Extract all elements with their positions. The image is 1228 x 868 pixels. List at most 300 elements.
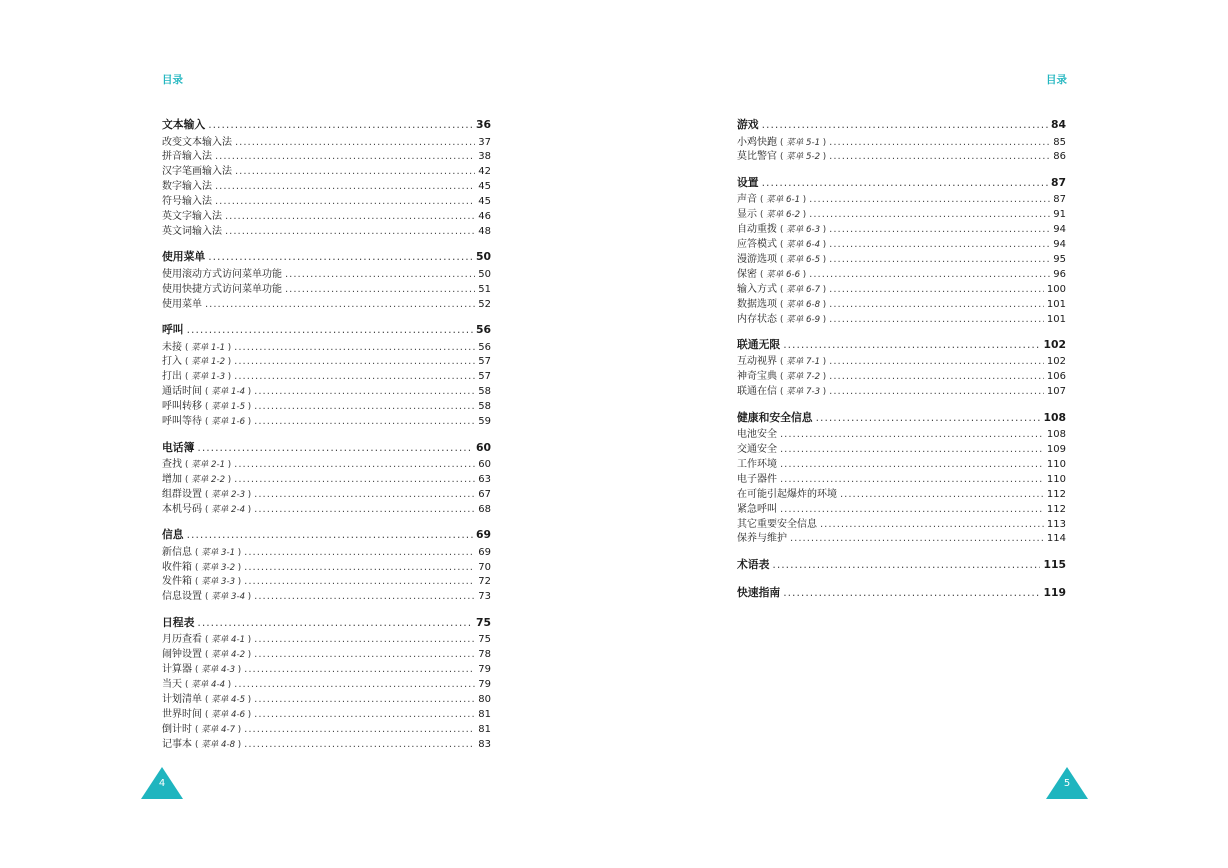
entry-page-number: 63	[478, 473, 491, 485]
toc-entry[interactable]	[162, 295, 491, 310]
entry-label: 莫比警官	[737, 151, 777, 163]
dot-leader	[215, 181, 475, 192]
entry-page-number: 87	[1053, 194, 1066, 206]
menu-ref: ( 菜单 5-2 )	[780, 150, 826, 162]
entry-label: 英文字输入法	[162, 210, 222, 222]
section-page-number: 108	[1043, 410, 1066, 424]
entry-page-number: 48	[478, 225, 491, 237]
dot-leader	[840, 489, 1044, 500]
entry-label: 通话时间	[162, 386, 202, 398]
toc-entry[interactable]	[737, 485, 1066, 500]
entry-page-number: 106	[1046, 371, 1066, 383]
menu-ref: ( 菜单 3-2 )	[195, 561, 241, 573]
entry-page-number: 51	[478, 283, 491, 295]
toc-entry[interactable]	[162, 338, 491, 353]
menu-ref: ( 菜单 4-6 )	[205, 708, 251, 720]
entry-label: 打入	[162, 356, 182, 368]
dot-leader	[225, 226, 475, 237]
dot-leader	[234, 459, 475, 470]
page-header: 目录	[162, 74, 183, 86]
dot-leader	[234, 474, 475, 485]
entry-label: 收件箱	[162, 561, 192, 573]
toc-entry[interactable]	[162, 720, 491, 735]
toc-entry[interactable]	[737, 250, 1066, 265]
menu-ref: ( 菜单 2-4 )	[205, 503, 251, 515]
entry-label: 交通安全	[737, 444, 777, 456]
entry-page-number: 58	[478, 401, 491, 413]
toc-entry[interactable]	[162, 222, 491, 237]
dot-leader	[225, 211, 475, 222]
toc-entry[interactable]	[162, 558, 491, 573]
entry-label: 在可能引起爆炸的环境	[737, 488, 837, 500]
menu-ref: ( 菜单 4-7 )	[195, 723, 241, 735]
entry-page-number: 75	[478, 634, 491, 646]
toc-section-title[interactable]	[737, 585, 1066, 601]
entry-label: 紧急呼叫	[737, 503, 777, 515]
dot-leader	[254, 489, 475, 500]
entry-page-number: 112	[1046, 488, 1066, 500]
dot-leader	[234, 679, 475, 690]
dot-leader	[197, 616, 473, 629]
entry-page-number: 60	[478, 459, 491, 471]
toc-section	[737, 175, 1066, 325]
toc-entry[interactable]	[162, 382, 491, 397]
entry-label: 使用快捷方式访问菜单功能	[162, 283, 282, 295]
toc-entry[interactable]	[737, 352, 1066, 367]
toc-section	[162, 249, 491, 309]
toc-entry[interactable]	[162, 470, 491, 485]
section-title-label: 快速指南	[737, 586, 781, 600]
entry-label: 拼音输入法	[162, 151, 212, 163]
entry-page-number: 38	[478, 151, 491, 163]
toc-list	[162, 117, 491, 762]
entry-page-number: 56	[478, 341, 491, 353]
dot-leader	[208, 250, 473, 263]
toc-entry[interactable]	[162, 572, 491, 587]
section-title-label: 术语表	[737, 557, 770, 571]
dot-leader	[254, 649, 475, 660]
menu-ref: ( 菜单 4-4 )	[185, 678, 231, 690]
menu-ref: ( 菜单 1-6 )	[205, 415, 251, 427]
dot-leader	[234, 342, 475, 353]
entry-page-number: 101	[1046, 298, 1066, 310]
dot-leader	[783, 338, 1040, 351]
dot-leader	[780, 474, 1044, 485]
entry-label: 查找	[162, 459, 182, 471]
entry-label: 显示	[737, 209, 757, 221]
entry-page-number: 113	[1046, 518, 1066, 530]
dot-leader	[234, 371, 475, 382]
toc-entry[interactable]	[162, 280, 491, 295]
toc-entry[interactable]	[162, 397, 491, 412]
menu-ref: ( 菜单 1-3 )	[185, 370, 231, 382]
toc-entry[interactable]	[737, 500, 1066, 515]
dot-leader	[783, 586, 1040, 599]
menu-ref: ( 菜单 6-6 )	[760, 268, 806, 280]
toc-section	[737, 117, 1066, 162]
dot-leader	[254, 694, 475, 705]
toc-entry[interactable]	[162, 207, 491, 222]
menu-ref: ( 菜单 2-1 )	[185, 458, 231, 470]
entry-page-number: 80	[478, 693, 491, 705]
dot-leader	[780, 459, 1044, 470]
toc-entry[interactable]	[162, 367, 491, 382]
entry-page-number: 79	[478, 679, 491, 691]
entry-page-number: 110	[1046, 459, 1066, 471]
menu-ref: ( 菜单 3-4 )	[205, 590, 251, 602]
dot-leader	[187, 528, 473, 541]
page-number-marker	[1046, 767, 1088, 799]
entry-label: 信息设置	[162, 591, 202, 603]
section-title-label: 呼叫	[162, 323, 184, 337]
toc-entry[interactable]	[162, 162, 491, 177]
dot-leader	[829, 137, 1050, 148]
entry-page-number: 86	[1053, 151, 1066, 163]
entry-page-number: 108	[1046, 429, 1066, 441]
entry-label: 使用滚动方式访问菜单功能	[162, 268, 282, 280]
toc-section	[162, 615, 491, 750]
toc-section	[162, 527, 491, 602]
entry-label: 新信息	[162, 546, 192, 558]
toc-section-title[interactable]	[162, 440, 491, 456]
section-page-number: 84	[1050, 118, 1066, 131]
dot-leader	[780, 444, 1044, 455]
entry-label: 数据选项	[737, 298, 777, 310]
dot-leader	[244, 664, 475, 675]
dot-leader	[285, 284, 475, 295]
toc-section-title[interactable]	[737, 410, 1066, 426]
toc-entry[interactable]	[737, 515, 1066, 530]
entry-label: 电子器件	[737, 473, 777, 485]
entry-label: 联通在信	[737, 386, 777, 398]
toc-entry[interactable]	[162, 177, 491, 192]
menu-ref: ( 菜单 3-3 )	[195, 575, 241, 587]
toc-list	[737, 117, 1066, 613]
dot-leader	[244, 724, 475, 735]
toc-entry[interactable]	[737, 529, 1066, 544]
toc-entry[interactable]	[162, 455, 491, 470]
dot-leader	[829, 239, 1050, 250]
dot-leader	[772, 558, 1040, 571]
dot-leader	[215, 196, 475, 207]
entry-page-number: 46	[478, 210, 491, 222]
entry-page-number: 58	[478, 386, 491, 398]
section-title-label: 联通无限	[737, 337, 781, 351]
entry-label: 数字输入法	[162, 181, 212, 193]
entry-label: 输入方式	[737, 283, 777, 295]
dot-leader	[762, 176, 1048, 189]
dot-leader	[254, 504, 475, 515]
section-page-number: 87	[1050, 175, 1066, 189]
section-page-number: 115	[1043, 557, 1066, 571]
toc-entry[interactable]	[162, 147, 491, 162]
entry-label: 保密	[737, 268, 757, 280]
dot-leader	[205, 299, 475, 310]
section-title-label: 游戏	[737, 118, 759, 131]
toc-entry[interactable]	[737, 425, 1066, 440]
right-page	[614, 0, 1228, 868]
toc-section	[737, 585, 1066, 601]
entry-label: 保养与维护	[737, 533, 787, 545]
toc-entry[interactable]	[162, 485, 491, 500]
entry-page-number: 112	[1046, 503, 1066, 515]
entry-page-number: 52	[478, 298, 491, 310]
dot-leader	[197, 441, 473, 454]
dot-leader	[208, 118, 473, 131]
section-title-label: 电话簿	[162, 440, 195, 454]
toc-entry[interactable]	[162, 352, 491, 367]
entry-page-number: 91	[1053, 209, 1066, 221]
entry-label: 神奇宝典	[737, 371, 777, 383]
entry-label: 呼叫等待	[162, 416, 202, 428]
menu-ref: ( 菜单 1-4 )	[205, 385, 251, 397]
toc-section-title[interactable]	[162, 615, 491, 631]
dot-leader	[829, 371, 1044, 382]
section-page-number: 102	[1043, 337, 1066, 351]
dot-leader	[234, 356, 475, 367]
toc-entry[interactable]	[737, 310, 1066, 325]
menu-ref: ( 菜单 6-4 )	[780, 238, 826, 250]
menu-ref: ( 菜单 6-9 )	[780, 313, 826, 325]
entry-page-number: 114	[1046, 533, 1066, 545]
entry-page-number: 96	[1053, 268, 1066, 280]
toc-entry[interactable]	[737, 220, 1066, 235]
page-header: 目录	[1046, 74, 1067, 86]
toc-entry[interactable]	[162, 675, 491, 690]
toc-entry[interactable]	[162, 630, 491, 645]
dot-leader	[829, 284, 1044, 295]
toc-section-title[interactable]	[162, 249, 491, 265]
toc-section	[162, 117, 491, 237]
section-title-label: 使用菜单	[162, 250, 206, 264]
toc-entry[interactable]	[162, 265, 491, 280]
entry-page-number: 67	[478, 488, 491, 500]
entry-label: 计划清单	[162, 693, 202, 705]
dot-leader	[829, 254, 1050, 265]
section-page-number: 50	[475, 250, 491, 264]
entry-label: 内存状态	[737, 313, 777, 325]
menu-ref: ( 菜单 3-1 )	[195, 546, 241, 558]
dot-leader	[829, 299, 1044, 310]
entry-page-number: 42	[478, 166, 491, 178]
toc-section	[737, 557, 1066, 573]
toc-entry[interactable]	[162, 192, 491, 207]
dot-leader	[244, 562, 475, 573]
toc-section-title[interactable]	[737, 117, 1066, 133]
dot-leader	[254, 591, 475, 602]
menu-ref: ( 菜单 6-8 )	[780, 298, 826, 310]
entry-page-number: 72	[478, 576, 491, 588]
entry-label: 倒计时	[162, 723, 192, 735]
dot-leader	[829, 356, 1044, 367]
entry-page-number: 94	[1053, 224, 1066, 236]
menu-ref: ( 菜单 7-3 )	[780, 385, 826, 397]
entry-label: 发件箱	[162, 576, 192, 588]
toc-entry[interactable]	[162, 705, 491, 720]
menu-ref: ( 菜单 1-5 )	[205, 400, 251, 412]
section-page-number: 75	[475, 615, 491, 629]
toc-entry[interactable]	[162, 412, 491, 427]
dot-leader	[254, 634, 475, 645]
toc-entry[interactable]	[737, 295, 1066, 310]
menu-ref: ( 菜单 2-2 )	[185, 473, 231, 485]
dot-leader	[254, 416, 475, 427]
entry-page-number: 57	[478, 356, 491, 368]
entry-page-number: 79	[478, 664, 491, 676]
entry-page-number: 83	[478, 738, 491, 750]
entry-page-number: 70	[478, 561, 491, 573]
entry-label: 打出	[162, 371, 182, 383]
section-page-number: 69	[475, 528, 491, 542]
entry-label: 使用菜单	[162, 298, 202, 310]
dot-leader	[244, 576, 475, 587]
dot-leader	[809, 269, 1050, 280]
entry-page-number: 73	[478, 591, 491, 603]
menu-ref: ( 菜单 6-7 )	[780, 283, 826, 295]
entry-label: 声音	[737, 194, 757, 206]
menu-ref: ( 菜单 6-1 )	[760, 193, 806, 205]
toc-entry[interactable]	[737, 470, 1066, 485]
toc-entry[interactable]	[737, 147, 1066, 162]
menu-ref: ( 菜单 1-1 )	[185, 341, 231, 353]
menu-ref: ( 菜单 6-2 )	[760, 208, 806, 220]
dot-leader	[809, 194, 1050, 205]
entry-label: 改变文本输入法	[162, 136, 232, 148]
dot-leader	[809, 209, 1050, 220]
section-page-number: 119	[1043, 586, 1066, 600]
entry-label: 英文词输入法	[162, 225, 222, 237]
section-page-number: 36	[475, 118, 491, 131]
toc-section-title[interactable]	[737, 557, 1066, 573]
toc-entry[interactable]	[162, 645, 491, 660]
entry-page-number: 78	[478, 649, 491, 661]
toc-entry[interactable]	[737, 440, 1066, 455]
toc-section	[737, 410, 1066, 545]
menu-ref: ( 菜单 4-3 )	[195, 663, 241, 675]
dot-leader	[829, 314, 1044, 325]
entry-label: 电池安全	[737, 429, 777, 441]
toc-section-title[interactable]	[162, 527, 491, 543]
toc-entry[interactable]	[737, 367, 1066, 382]
toc-entry[interactable]	[162, 500, 491, 515]
entry-label: 应答模式	[737, 239, 777, 251]
entry-label: 世界时间	[162, 708, 202, 720]
entry-label: 增加	[162, 473, 182, 485]
menu-ref: ( 菜单 4-2 )	[205, 648, 251, 660]
dot-leader	[244, 739, 475, 750]
entry-page-number: 45	[478, 181, 491, 193]
menu-ref: ( 菜单 1-2 )	[185, 355, 231, 367]
section-title-label: 文本输入	[162, 118, 206, 131]
section-title-label: 信息	[162, 528, 184, 542]
dot-leader	[244, 547, 475, 558]
menu-ref: ( 菜单 6-5 )	[780, 253, 826, 265]
toc-section-title[interactable]	[162, 117, 491, 133]
entry-page-number: 101	[1046, 313, 1066, 325]
dot-leader	[790, 533, 1044, 544]
entry-label: 月历查看	[162, 634, 202, 646]
dot-leader	[780, 429, 1044, 440]
toc-entry[interactable]	[162, 133, 491, 148]
entry-page-number: 69	[478, 546, 491, 558]
entry-page-number: 50	[478, 268, 491, 280]
entry-page-number: 59	[478, 416, 491, 428]
toc-entry[interactable]	[737, 205, 1066, 220]
toc-entry[interactable]	[737, 235, 1066, 250]
dot-leader	[829, 151, 1050, 162]
menu-ref: ( 菜单 7-1 )	[780, 355, 826, 367]
toc-section-title[interactable]	[737, 337, 1066, 353]
toc-entry[interactable]	[162, 660, 491, 675]
dot-leader	[254, 709, 475, 720]
toc-entry[interactable]	[162, 587, 491, 602]
section-title-label: 健康和安全信息	[737, 410, 813, 424]
entry-label: 未接	[162, 341, 182, 353]
entry-label: 符号输入法	[162, 196, 212, 208]
entry-label: 互动视界	[737, 356, 777, 368]
entry-page-number: 94	[1053, 239, 1066, 251]
dot-leader	[285, 269, 475, 280]
toc-section	[162, 322, 491, 427]
entry-page-number: 85	[1053, 136, 1066, 148]
entry-page-number: 81	[478, 723, 491, 735]
menu-ref: ( 菜单 4-1 )	[205, 633, 251, 645]
entry-label: 组群设置	[162, 488, 202, 500]
menu-ref: ( 菜单 6-3 )	[780, 223, 826, 235]
toc-entry[interactable]	[162, 543, 491, 558]
toc-entry[interactable]	[162, 690, 491, 705]
toc-section-title[interactable]	[737, 175, 1066, 191]
page-number: 5	[1063, 778, 1071, 789]
entry-page-number: 45	[478, 196, 491, 208]
toc-section-title[interactable]	[162, 322, 491, 338]
entry-label: 小鸡快跑	[737, 136, 777, 148]
dot-leader	[235, 137, 475, 148]
entry-label: 计算器	[162, 664, 192, 676]
entry-label: 漫游选项	[737, 253, 777, 265]
menu-ref: ( 菜单 5-1 )	[780, 136, 826, 148]
toc-section	[162, 440, 491, 515]
menu-ref: ( 菜单 2-3 )	[205, 488, 251, 500]
entry-label: 记事本	[162, 738, 192, 750]
toc-entry[interactable]	[737, 190, 1066, 205]
dot-leader	[254, 401, 475, 412]
section-page-number: 60	[475, 440, 491, 454]
toc-entry[interactable]	[737, 455, 1066, 470]
dot-leader	[215, 151, 475, 162]
entry-page-number: 100	[1046, 283, 1066, 295]
toc-entry[interactable]	[737, 382, 1066, 397]
entry-label: 当天	[162, 679, 182, 691]
toc-entry[interactable]	[162, 735, 491, 750]
toc-entry[interactable]	[737, 265, 1066, 280]
entry-page-number: 110	[1046, 473, 1066, 485]
entry-label: 本机号码	[162, 503, 202, 515]
entry-page-number: 81	[478, 708, 491, 720]
dot-leader	[780, 504, 1044, 515]
entry-label: 呼叫转移	[162, 401, 202, 413]
toc-entry[interactable]	[737, 133, 1066, 148]
menu-ref: ( 菜单 7-2 )	[780, 370, 826, 382]
entry-label: 闹钟设置	[162, 649, 202, 661]
entry-label: 汉字笔画输入法	[162, 166, 232, 178]
dot-leader	[820, 519, 1044, 530]
toc-section	[737, 337, 1066, 397]
menu-ref: ( 菜单 4-8 )	[195, 738, 241, 750]
dot-leader	[762, 118, 1048, 131]
toc-entry[interactable]	[737, 280, 1066, 295]
section-title-label: 设置	[737, 175, 759, 189]
